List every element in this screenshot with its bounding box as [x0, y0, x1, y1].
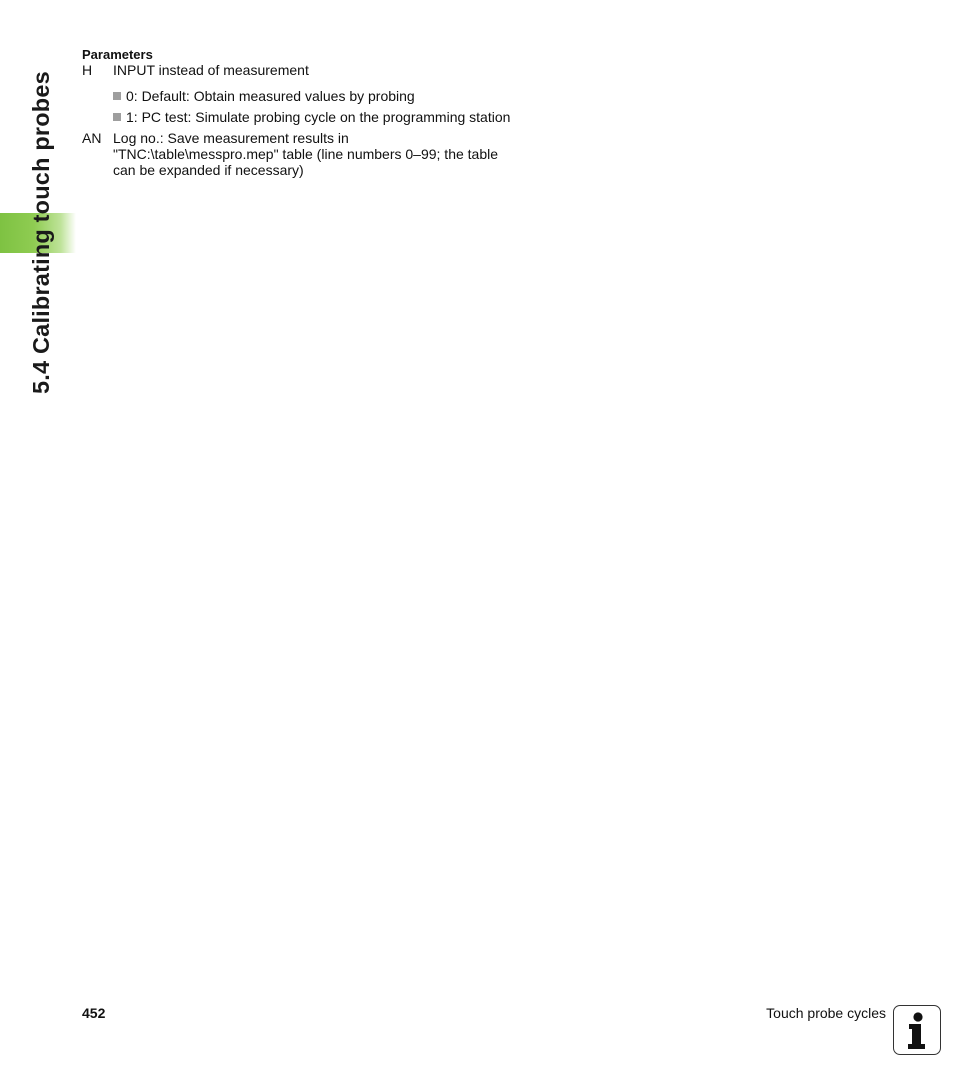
side-title-text: 5.4 Calibrating touch probes	[28, 71, 54, 394]
page-number: 452	[82, 1005, 106, 1021]
footer-chapter-title: Touch probe cycles	[766, 1005, 886, 1021]
option-text: 0: Default: Obtain measured values by probing	[126, 88, 415, 104]
parameter-key: AN	[82, 130, 102, 146]
side-title	[28, 54, 56, 394]
info-icon	[893, 1005, 941, 1055]
square-bullet-icon	[113, 113, 121, 121]
parameter-an	[82, 130, 542, 178]
square-bullet-icon	[113, 92, 121, 100]
parameter-description: INPUT instead of measurement	[113, 62, 309, 78]
option-text: 1: PC test: Simulate probing cycle on the programming station	[126, 109, 511, 125]
list-item	[113, 88, 542, 104]
option-list	[113, 88, 542, 125]
section-heading: Parameters	[82, 47, 153, 62]
description-line: Log no.: Save measurement results in	[113, 130, 349, 146]
description-line: can be expanded if necessary)	[113, 162, 304, 178]
main-content	[82, 48, 542, 178]
parameter-description	[113, 130, 542, 178]
description-line: "TNC:\table\messpro.mep" table (line numbers 0–99; the table	[113, 146, 499, 162]
info-glyph	[894, 1006, 939, 1053]
list-item	[113, 109, 542, 125]
parameter-key: H	[82, 62, 93, 78]
parameter-h	[82, 62, 542, 78]
